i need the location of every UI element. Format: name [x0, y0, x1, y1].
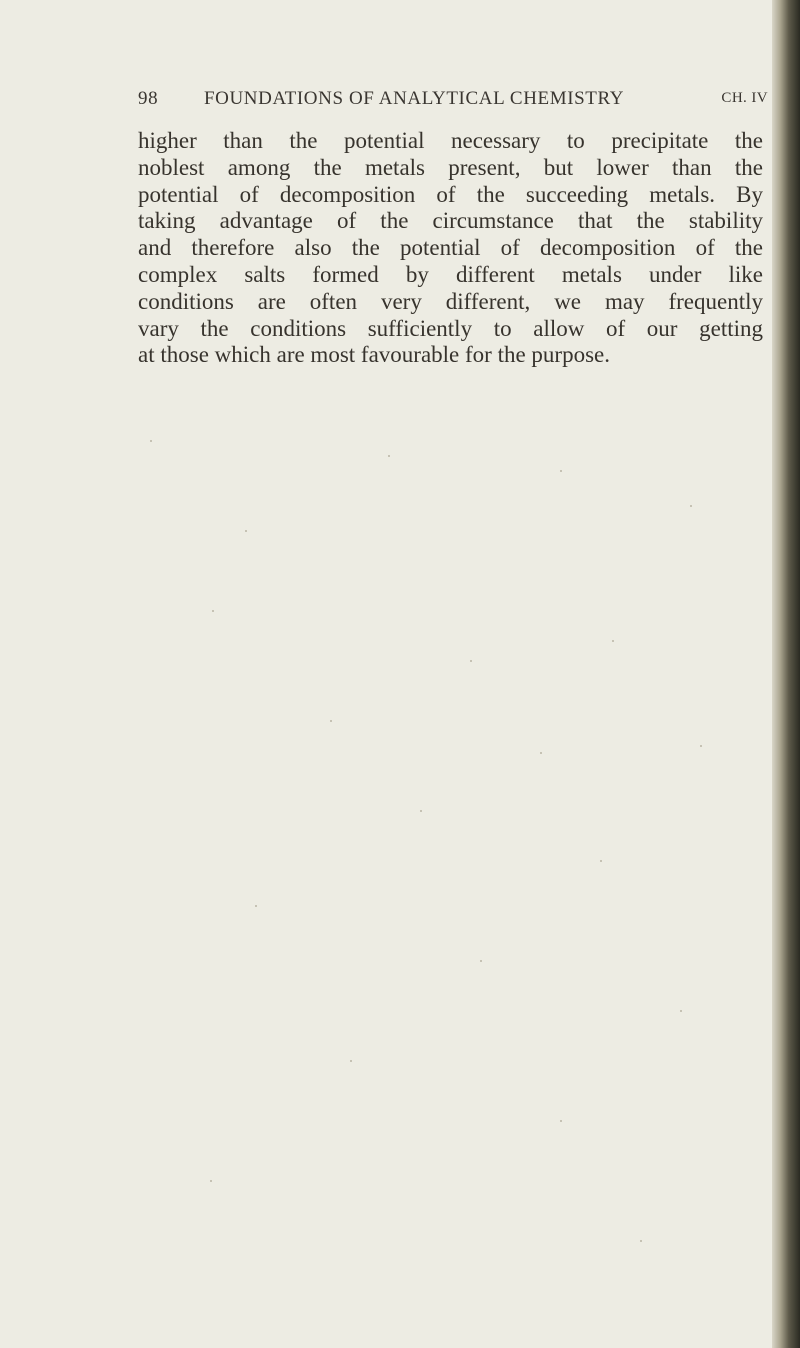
running-title: FOUNDATIONS OF ANALYTICAL CHEMISTRY: [204, 88, 625, 109]
page-number: 98: [138, 88, 159, 109]
binding-edge: [772, 0, 800, 1348]
text-line: noblest among the metals present, but lower than the: [138, 154, 763, 180]
chapter-reference: CH. IV: [721, 90, 768, 106]
text-line: and therefore also the potential of decomposition of the: [138, 235, 763, 261]
running-head: [138, 88, 768, 114]
text-line: potential of decomposition of the succeeding metals. By: [138, 181, 763, 207]
text-line: at those which are most favourable for the purpose.: [138, 342, 610, 368]
text-line: taking advantage of the circumstance that the stability: [138, 208, 763, 234]
text-line: higher than the potential necessary to precipitate the: [138, 128, 763, 153]
text-line: complex salts formed by different metals under like: [138, 261, 763, 287]
text-line: vary the conditions sufficiently to allow of our getting: [138, 315, 763, 341]
body-paragraph: [138, 128, 763, 369]
text-line: conditions are often very different, we may frequently: [138, 288, 763, 314]
